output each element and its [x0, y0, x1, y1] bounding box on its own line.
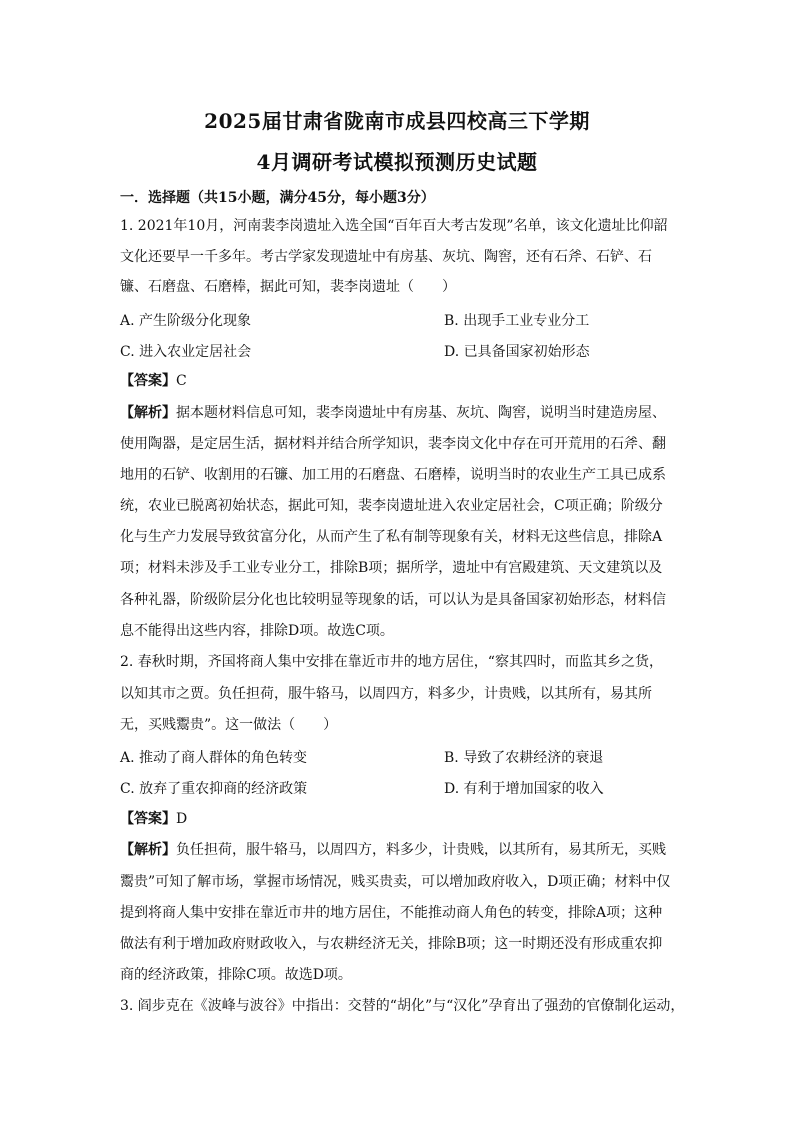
- q1-answer-label: 【答案】: [120, 373, 176, 389]
- q2-option-c: C. 放弃了重农抑商的经济政策: [120, 781, 308, 797]
- q2-analysis-label: 【解析】: [120, 842, 176, 858]
- q2-stem-line-3: 无，买贱鬻贵”。这一做法（ ）: [120, 717, 338, 733]
- q2-option-a: A. 推动了商人群体的角色转变: [120, 750, 308, 766]
- q2-analysis-line-1: [120, 840, 680, 860]
- q2-stem-line-2: 以知其市之贾。负任担荷，服牛辂马，以周四方，料多少，计贵贱，以其所有，易其所: [120, 686, 652, 702]
- q1-analysis-line-4: 统，农业已脱离初始状态，据此可知，裴李岗遗址进入农业定居社会，C项正确；阶级分: [120, 498, 663, 514]
- q1-analysis-line-3: 地用的石铲、收割用的石镰、加工用的石磨盘、石磨棒，说明当时的农业生产工具已成系: [120, 467, 666, 483]
- q1-analysis-line-1: [120, 403, 680, 423]
- q1-analysis-line-2: 使用陶器，是定居生活，据材料并结合所学知识，裴李岗文化中存在可开荒用的石斧、翻: [120, 436, 666, 452]
- q1-answer-value: C: [176, 373, 187, 389]
- exam-title-line-2: 4月调研考试模拟预测历史试题: [256, 150, 538, 174]
- section-heading: 一．选择题（共15小题，满分45分，每小题3分）: [120, 190, 435, 206]
- q2-analysis-line-2: 鬻贵”可知了解市场，掌握市场情况，贱买贵卖，可以增加政府收入，D项正确；材料中仅: [120, 874, 671, 890]
- q2-option-b: B. 导致了农耕经济的衰退: [444, 750, 604, 766]
- exam-title-line-1: 2025届甘肃省陇南市成县四校高三下学期: [204, 109, 590, 133]
- q2-answer: [120, 809, 680, 829]
- q1-analysis-line-5: 化与生产力发展导致贫富分化，从而产生了私有制等现象有关，材料无这些信息，排除A: [120, 529, 663, 545]
- q2-option-d: D. 有利于增加国家的收入: [444, 781, 604, 797]
- q1-option-b: B. 出现手工业专业分工: [444, 313, 590, 329]
- q1-analysis-text-1: 据本题材料信息可知，裴李岗遗址中有房基、灰坑、陶窖，说明当时建造房屋、: [176, 405, 666, 421]
- q2-answer-value: D: [176, 811, 188, 827]
- q2-analysis-line-5: 商的经济政策，排除C项。故选D项。: [120, 967, 352, 983]
- q1-answer: [120, 371, 680, 391]
- q1-analysis-line-8: 息不能得出这些内容，排除D项。故选C项。: [120, 623, 394, 639]
- q1-option-a: A. 产生阶级分化现象: [120, 313, 252, 329]
- q1-analysis-line-7: 各种礼器，阶级阶层分化也比较明显等现象的话，可以认为是具备国家初始形态，材料信: [120, 592, 666, 608]
- q3-stem-line-1: 3. 阎步克在《波峰与波谷》中指出：交替的“胡化”与“汉化”孕育出了强劲的官僚制化运动，: [120, 998, 685, 1014]
- q2-answer-label: 【答案】: [120, 811, 176, 827]
- q1-option-d: D. 已具备国家初始形态: [444, 344, 590, 360]
- q2-stem-line-1: 2. 春秋时期，齐国将商人集中安排在靠近市井的地方居住，“察其四时，而监其乡之货，: [120, 654, 663, 670]
- q1-stem-line-1: 1. 2021年10月，河南裴李岗遗址入选全国“百年百大考古发现”名单，该文化遗址比仰韶: [120, 218, 668, 234]
- q1-stem-line-2: 文化还要早一千多年。考古学家发现遗址中有房基、灰坑、陶窖，还有石斧、石铲、石: [120, 249, 652, 265]
- q1-analysis-label: 【解析】: [120, 405, 176, 421]
- q2-analysis-text-1: 负任担荷，服牛辂马，以周四方，料多少，计贵贱，以其所有，易其所无，买贱: [176, 842, 666, 858]
- q2-analysis-line-4: 做法有利于增加政府财政收入，与农耕经济无关，排除B项；这一时期还没有形成重农抑: [120, 936, 663, 952]
- q1-analysis-line-6: 项；材料未涉及手工业专业分工，排除B项；据所学，遗址中有宫殿建筑、天文建筑以及: [120, 560, 663, 576]
- q1-stem-line-3: 镰、石磨盘、石磨棒，据此可知，裴李岗遗址（ ）: [120, 279, 456, 295]
- q2-analysis-line-3: 提到将商人集中安排在靠近市井的地方居住，不能推动商人角色的转变，排除A项；这种: [120, 905, 663, 921]
- q1-option-c: C. 进入农业定居社会: [120, 344, 252, 360]
